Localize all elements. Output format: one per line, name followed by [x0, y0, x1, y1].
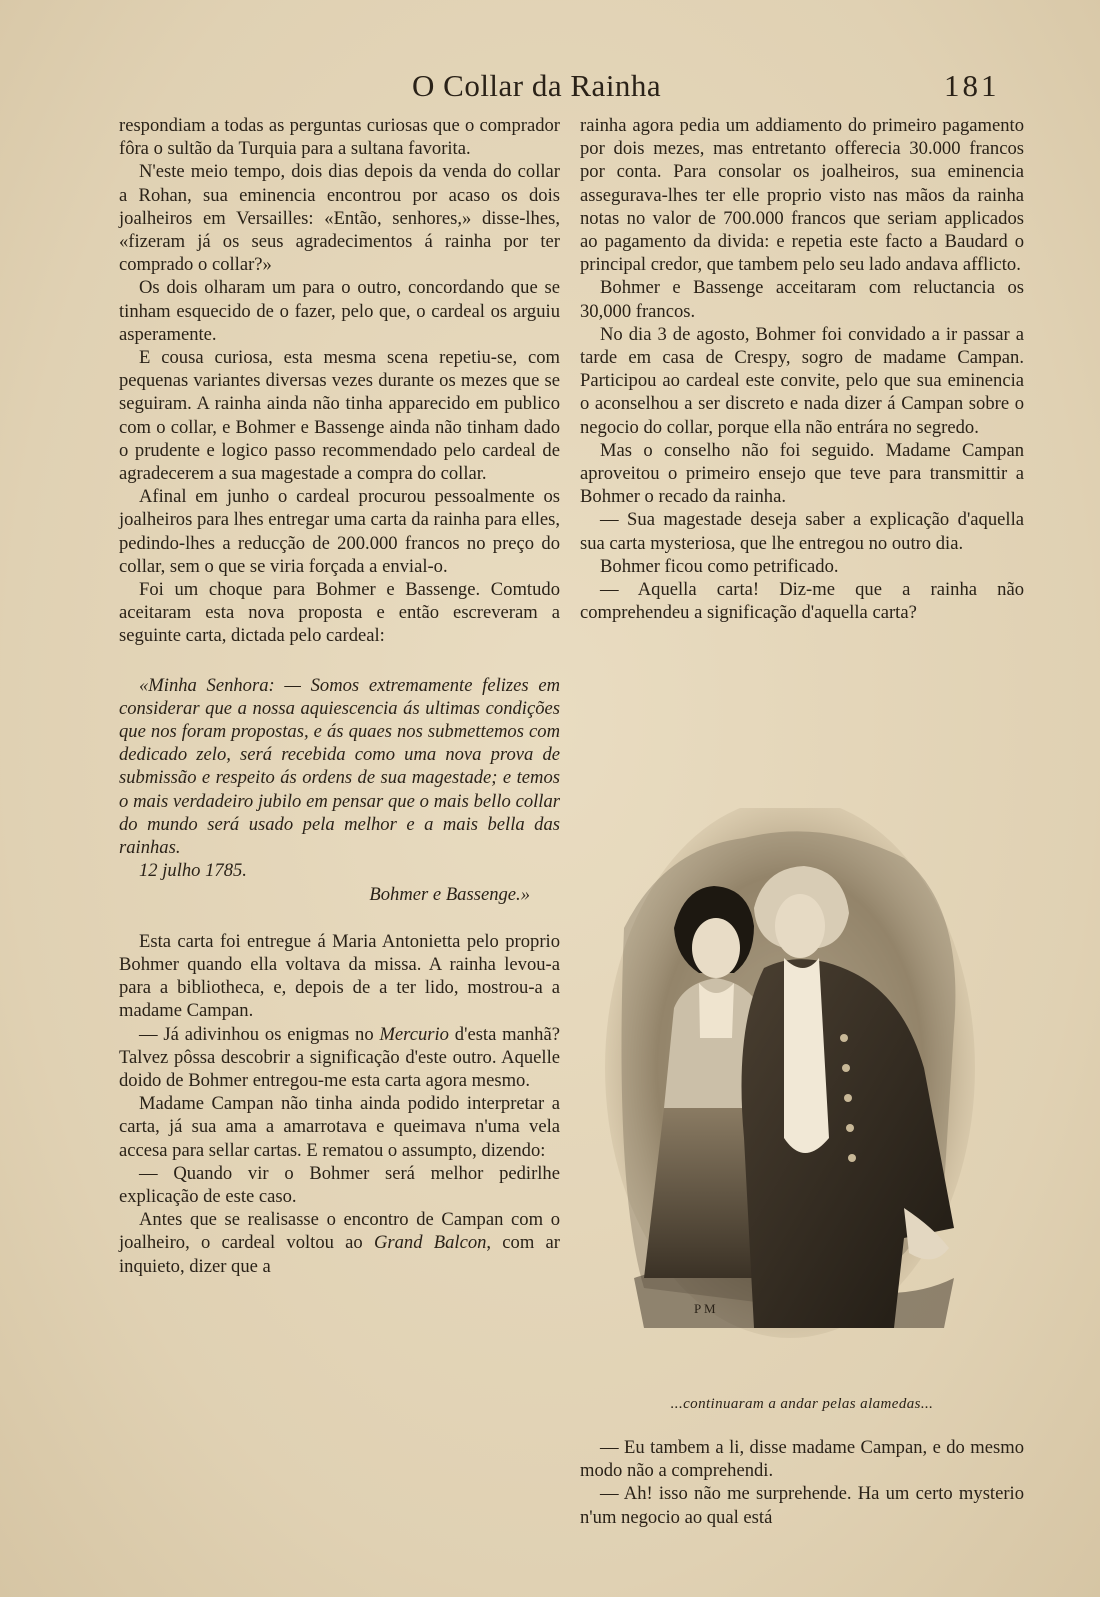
letter-body: «Minha Senhora: — Somos extremamente felizes em considerar que a nossa aquiescencia ás ultimas condições que nos foram propostas, e ás quaes nos submettemos com dedicado zelo, será recebida como uma nova prova de submissão e respeito ás ordens de sua magestade; e temos o mais verdadeiro jubilo em pensar que o mais bello collar do mundo será usado pela melhor e a mais bella das rainhas.: [119, 674, 560, 859]
paragraph: [119, 1023, 560, 1093]
paragraph: Mas o conselho não foi seguido. Madame Campan aproveitou o primeiro ensejo que teve para transmittir a Bohmer o recado da rainha.: [580, 439, 1024, 508]
paragraph: — Sua magestade deseja saber a explicação d'aquella sua carta mysteriosa, que lhe entregou no outro dia.: [580, 509, 1024, 554]
left-column: [119, 114, 560, 1278]
engraving-illustration: [604, 808, 976, 1348]
quoted-letter: [119, 674, 560, 906]
right-column: [580, 114, 1024, 624]
paragraph: — Quando vir o Bohmer será melhor pedirlhe explicação de este caso.: [119, 1162, 560, 1207]
illustration-caption: ...continuaram a andar pelas alamedas...: [670, 1396, 934, 1412]
italic-title: Mercurio: [379, 1023, 449, 1045]
paragraph: — Ah! isso não me surprehende. Ha um certo mysterio n'um negocio ao qual está: [580, 1483, 1024, 1528]
page-number: 181: [944, 68, 1000, 103]
letter-signature: Bohmer e Bassenge.»: [369, 883, 530, 905]
paragraph: rainha agora pedia um addiamento do primeiro pagamento por dois mezes, mas entretanto offerecia 30.000 francos por conta. Para consolar os joalheiros, sua eminencia assegurava-lhes ter elle proprio visto nas mãos da rainha notas no valor de 700.000 francos que seriam applicados ao pagamento da divida: e repetia este facto a Baudard o principal credor, que tambem pelo seu lado andava afflicto.: [580, 115, 1024, 276]
paragraph: Os dois olharam um para o outro, concordando que se tinham esquecido de o fazer, pelo que, o cardeal os arguiu asperamente.: [119, 277, 560, 345]
right-column-bottom: [580, 1436, 1024, 1529]
running-title: O Collar da Rainha: [412, 68, 662, 103]
paragraph: Afinal em junho o cardeal procurou pessoalmente os joalheiros para lhes entregar uma carta da rainha para elles, pedindo-lhes a reducção de 200.000 francos no preço do collar, sem o que se viria forçada a envial-o.: [119, 486, 560, 577]
paragraph: Madame Campan não tinha ainda podido interpretar a carta, já sua ama a amarrotava e queimava n'uma vela accesa para sellar cartas. E rematou o assumpto, dizendo:: [119, 1093, 560, 1161]
text-span: Antes que se realisasse o encontro de Campan com o joalheiro, o cardeal voltou ao: [119, 1209, 560, 1254]
paragraph: respondiam a todas as perguntas curiosas que o comprador fôra o sultão da Turquia para a sultana favorita.: [119, 115, 560, 160]
text-span: , com ar inquieto, dizer que a: [119, 1232, 561, 1277]
paragraph: Bohmer ficou como petrificado.: [600, 555, 839, 577]
artist-monogram: P M: [694, 1301, 716, 1316]
paragraph: — Eu tambem a li, disse madame Campan, e do mesmo modo não a comprehendi.: [580, 1437, 1024, 1482]
paragraph: E cousa curiosa, esta mesma scena repetiu-se, com pequenas variantes diversas vezes durante os mezes que se seguiram. A rainha ainda não tinha apparecido em publico com o collar, e Bohmer e Bassenge ainda não tinham dado o prudente e logico passo recommendado pelo cardeal de agradecerem a sua magestade a compra do collar.: [119, 347, 560, 485]
letter-date: 12 julho 1785.: [139, 860, 247, 882]
paragraph: Bohmer e Bassenge acceitaram com reluctancia os 30,000 francos.: [580, 277, 1024, 322]
paragraph: N'este meio tempo, dois dias depois da venda do collar a Rohan, sua eminencia encontrou por acaso os dois joalheiros em Versailles: «Então, senhores,» disse-lhes, «fizeram já os seus agradecimentos á rainha por ter comprado o collar?»: [119, 161, 560, 276]
text-span: d'esta manhã? Talvez pôssa descobrir a significação d'este outro. Aquelle doido de Bohmer entregou-me esta carta agora mesmo.: [119, 1023, 560, 1091]
paragraph: — Aquella carta! Diz-me que a rainha não comprehendeu a significação d'aquella carta?: [580, 579, 1024, 624]
paragraph: [119, 1208, 560, 1278]
paragraph: Foi um choque para Bohmer e Bassenge. Comtudo aceitaram esta nova proposta e então escreveram a seguinte carta, dictada pelo cardeal:: [119, 579, 560, 647]
text-span: — Já adivinhou os enigmas no: [139, 1023, 380, 1045]
paragraph: Esta carta foi entregue á Maria Antonietta pelo proprio Bohmer quando ella voltava da missa. A rainha levou-a para a bibliotheca, e, depois de a ter lido, mostrou-a a madame Campan.: [119, 930, 560, 1022]
italic-place: Grand Balcon: [373, 1232, 487, 1254]
running-header: [0, 68, 1100, 108]
paragraph: No dia 3 de agosto, Bohmer foi convidado a ir passar a tarde em casa de Crespy, sogro de madame Campan. Participou ao cardeal este convite, pelo que sua eminencia o aconselhou a ser discreto e nada dizer á Campan sobre o negocio do collar, porque ella não entrára no segredo.: [580, 323, 1024, 438]
